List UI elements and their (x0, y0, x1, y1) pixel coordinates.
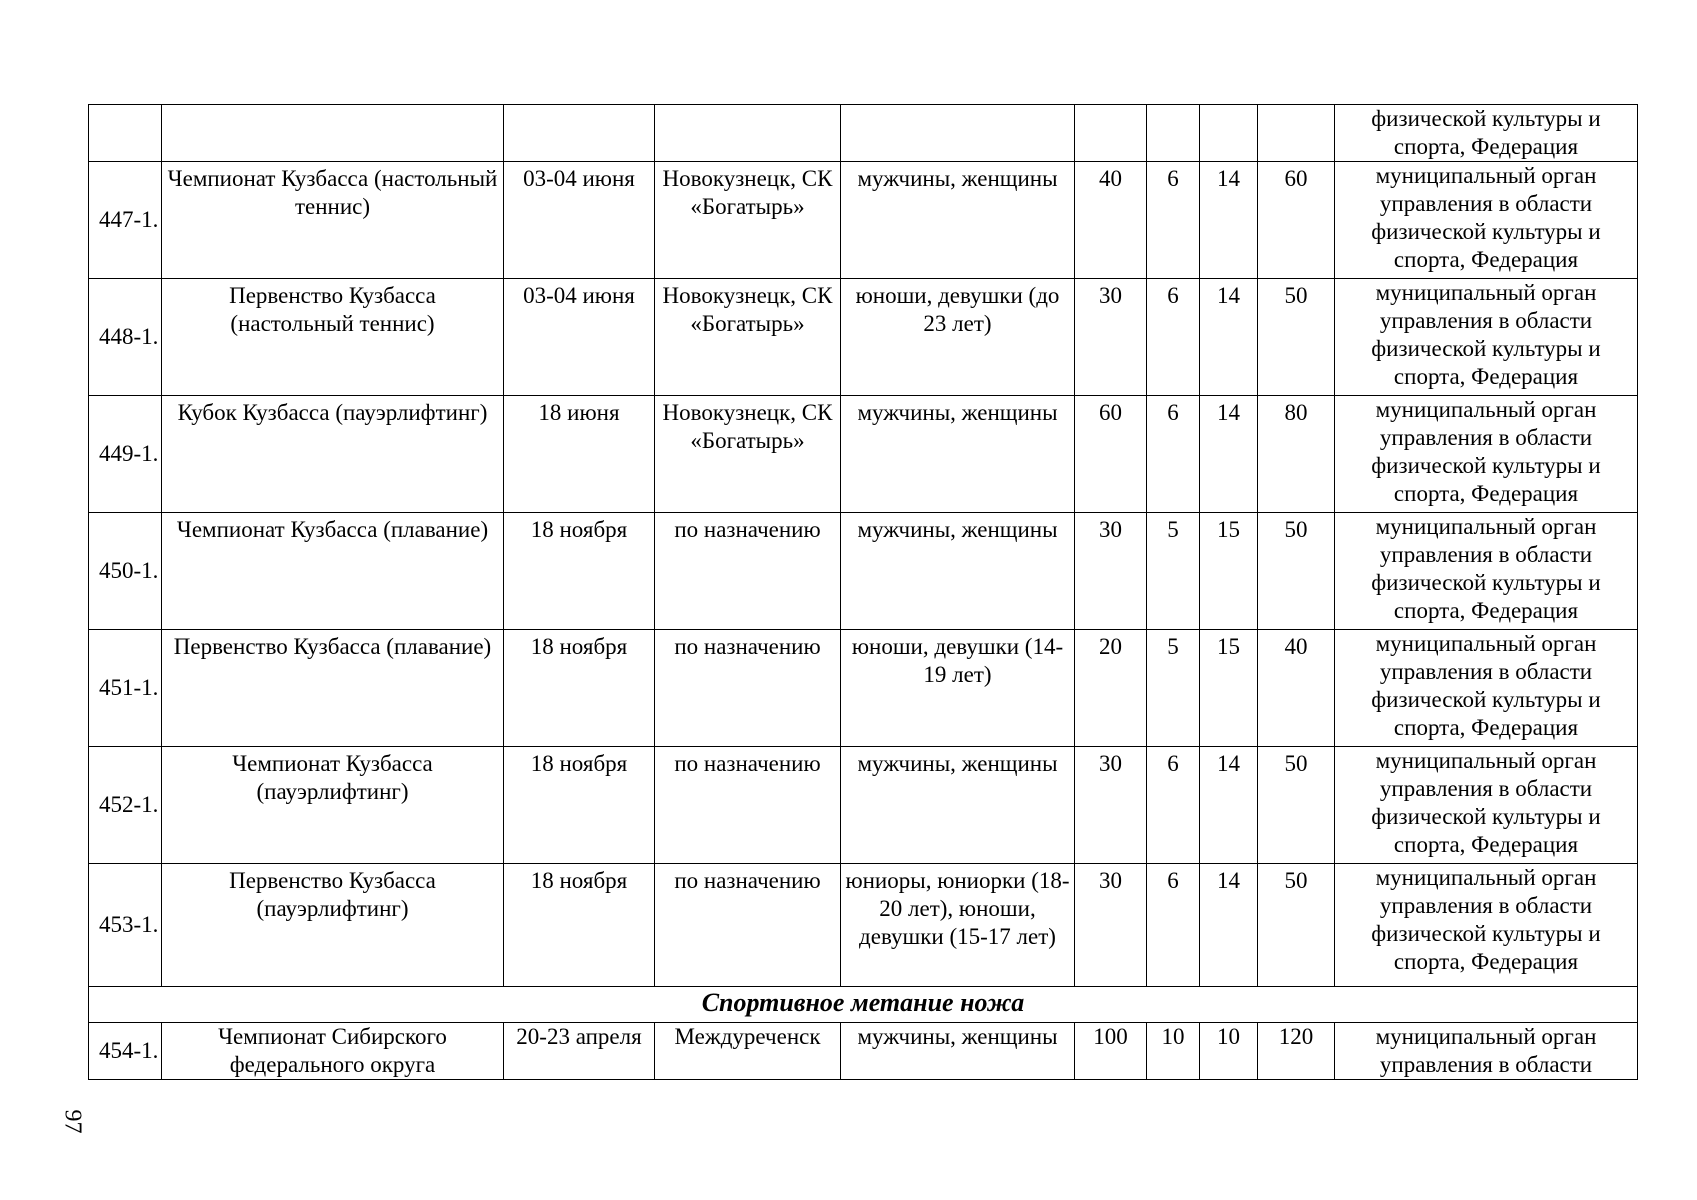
table-row (89, 105, 1638, 162)
cell-place: Новокузнецк, СК «Богатырь» (655, 279, 841, 396)
table-row (89, 747, 1638, 864)
table-row (89, 162, 1638, 279)
cell-num: 449-1. (89, 396, 162, 513)
cell-num: 453-1. (89, 864, 162, 987)
cell-participants: юниоры, юниорки (18-20 лет), юноши, девушки (15-17 лет) (841, 864, 1075, 987)
cell-name: Чемпионат Кузбасса (настольный теннис) (162, 162, 504, 279)
cell-c4: 80 (1258, 396, 1335, 513)
cell-participants (841, 105, 1075, 162)
cell-c1: 100 (1075, 1023, 1147, 1080)
cell-c3: 15 (1200, 513, 1258, 630)
cell-date: 03-04 июня (504, 162, 655, 279)
cell-num: 448-1. (89, 279, 162, 396)
cell-c4: 50 (1258, 864, 1335, 987)
cell-date: 18 ноября (504, 630, 655, 747)
table-row (89, 864, 1638, 987)
cell-c2: 6 (1147, 747, 1200, 864)
cell-org: муниципальный орган управления в области физической культуры и спорта, Федерация (1335, 513, 1638, 630)
table-row (89, 1023, 1638, 1080)
cell-c2 (1147, 105, 1200, 162)
events-table (88, 104, 1638, 1080)
cell-name: Чемпионат Сибирского федерального округа (162, 1023, 504, 1080)
cell-org: муниципальный орган управления в области физической культуры и спорта, Федерация (1335, 747, 1638, 864)
cell-org: муниципальный орган управления в области физической культуры и спорта, Федерация (1335, 279, 1638, 396)
cell-c4 (1258, 105, 1335, 162)
cell-num: 452-1. (89, 747, 162, 864)
cell-org: физической культуры и спорта, Федерация (1335, 105, 1638, 162)
cell-place: по назначению (655, 864, 841, 987)
cell-org: муниципальный орган управления в области физической культуры и спорта, Федерация (1335, 396, 1638, 513)
cell-c2: 6 (1147, 864, 1200, 987)
cell-participants: юноши, девушки (14-19 лет) (841, 630, 1075, 747)
cell-c1: 20 (1075, 630, 1147, 747)
cell-c2: 6 (1147, 279, 1200, 396)
cell-c1: 40 (1075, 162, 1147, 279)
cell-num: 454-1. (89, 1023, 162, 1080)
cell-num: 447-1. (89, 162, 162, 279)
cell-c4: 50 (1258, 279, 1335, 396)
cell-name: Первенство Кузбасса (настольный теннис) (162, 279, 504, 396)
page-number: 97 (59, 1109, 86, 1134)
cell-c4: 40 (1258, 630, 1335, 747)
cell-c1: 30 (1075, 747, 1147, 864)
cell-name (162, 105, 504, 162)
cell-c3: 10 (1200, 1023, 1258, 1080)
table-row (89, 630, 1638, 747)
cell-name: Первенство Кузбасса (плавание) (162, 630, 504, 747)
cell-c3 (1200, 105, 1258, 162)
cell-participants: мужчины, женщины (841, 747, 1075, 864)
cell-participants: мужчины, женщины (841, 162, 1075, 279)
cell-c3: 14 (1200, 396, 1258, 513)
cell-place: по назначению (655, 513, 841, 630)
cell-c2: 5 (1147, 513, 1200, 630)
cell-num (89, 105, 162, 162)
cell-org: муниципальный орган управления в области (1335, 1023, 1638, 1080)
cell-date: 18 ноября (504, 864, 655, 987)
cell-c1: 30 (1075, 279, 1147, 396)
section-title: Спортивное метание ножа (89, 987, 1638, 1023)
cell-date: 18 ноября (504, 747, 655, 864)
cell-org: муниципальный орган управления в области физической культуры и спорта, Федерация (1335, 162, 1638, 279)
cell-org: муниципальный орган управления в области физической культуры и спорта, Федерация (1335, 630, 1638, 747)
cell-c1: 60 (1075, 396, 1147, 513)
cell-name: Чемпионат Кузбасса (пауэрлифтинг) (162, 747, 504, 864)
cell-place: Новокузнецк, СК «Богатырь» (655, 162, 841, 279)
cell-place: Междуреченск (655, 1023, 841, 1080)
cell-org: муниципальный орган управления в области физической культуры и спорта, Федерация (1335, 864, 1638, 987)
cell-date (504, 105, 655, 162)
cell-c4: 50 (1258, 747, 1335, 864)
cell-name: Первенство Кузбасса (пауэрлифтинг) (162, 864, 504, 987)
cell-c1: 30 (1075, 864, 1147, 987)
cell-date: 18 ноября (504, 513, 655, 630)
cell-place: Новокузнецк, СК «Богатырь» (655, 396, 841, 513)
cell-c3: 14 (1200, 747, 1258, 864)
cell-c2: 6 (1147, 396, 1200, 513)
cell-participants: юноши, девушки (до 23 лет) (841, 279, 1075, 396)
cell-c4: 60 (1258, 162, 1335, 279)
table-row (89, 396, 1638, 513)
cell-c2: 5 (1147, 630, 1200, 747)
table-row (89, 513, 1638, 630)
cell-c4: 120 (1258, 1023, 1335, 1080)
table-row (89, 279, 1638, 396)
cell-participants: мужчины, женщины (841, 513, 1075, 630)
cell-c3: 14 (1200, 162, 1258, 279)
cell-c1: 30 (1075, 513, 1147, 630)
cell-participants: мужчины, женщины (841, 1023, 1075, 1080)
cell-c2: 6 (1147, 162, 1200, 279)
section-row (89, 987, 1638, 1023)
cell-c4: 50 (1258, 513, 1335, 630)
cell-c1 (1075, 105, 1147, 162)
cell-place (655, 105, 841, 162)
cell-c3: 15 (1200, 630, 1258, 747)
cell-name: Кубок Кузбасса (пауэрлифтинг) (162, 396, 504, 513)
cell-place: по назначению (655, 630, 841, 747)
cell-place: по назначению (655, 747, 841, 864)
cell-name: Чемпионат Кузбасса (плавание) (162, 513, 504, 630)
cell-num: 450-1. (89, 513, 162, 630)
cell-date: 03-04 июня (504, 279, 655, 396)
cell-num: 451-1. (89, 630, 162, 747)
cell-participants: мужчины, женщины (841, 396, 1075, 513)
cell-c3: 14 (1200, 279, 1258, 396)
cell-c3: 14 (1200, 864, 1258, 987)
cell-c2: 10 (1147, 1023, 1200, 1080)
cell-date: 20-23 апреля (504, 1023, 655, 1080)
cell-date: 18 июня (504, 396, 655, 513)
